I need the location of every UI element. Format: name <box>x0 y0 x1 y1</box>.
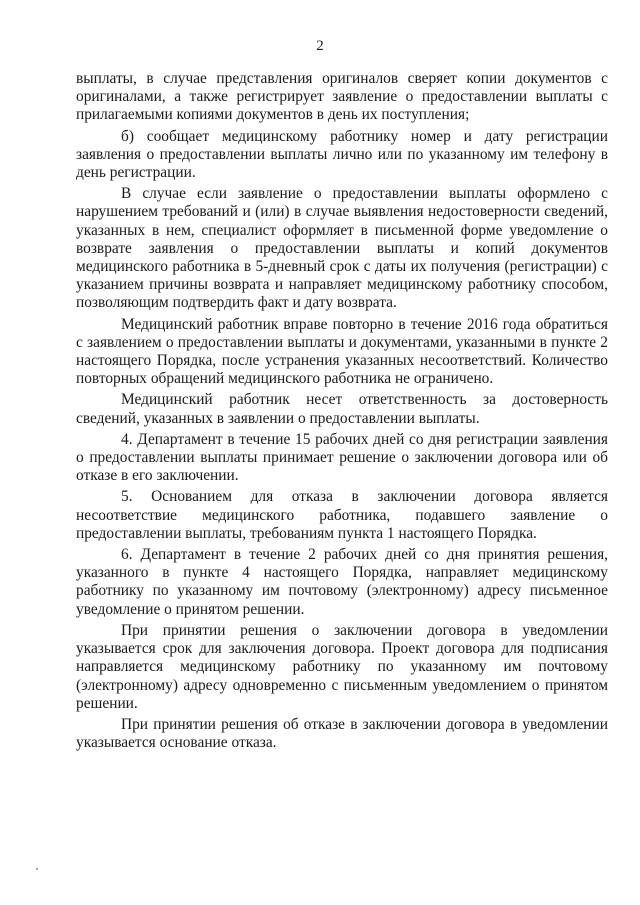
paragraph-contract-decision: При принятии решения о заключении договора в уведомлении указывается срок для заключения договора. Проект договора для подписания направляется медицинскому работнику по указанному им почтовому (электронному) адресу одновременно с письменным уведомлением о принятом решении. <box>76 621 608 712</box>
paragraph-clause-4: 4. Департамент в течение 15 рабочих дней со дня регистрации заявления о предоставлении выплаты принимает решение о заключении договора или об отказе в его заключении. <box>76 430 608 485</box>
document-body <box>76 70 608 755</box>
paragraph-return-notice: В случае если заявление о предоставлении выплаты оформлено с нарушением требований и (или) в случае выявления недостоверности сведений, указанных в нем, специалист оформляет в письменной форме уведомление о возврате заявления о предоставлении выплаты и копий документов медицинского работника в 5-дневный срок с даты их получения (регистрации) с указанием причины возврата и направляет медицинскому работнику способом, позволяющим подтвердить факт и дату возврата. <box>76 185 608 312</box>
scan-speck <box>36 868 38 870</box>
page-number: 2 <box>316 38 324 54</box>
paragraph-refusal-decision: При принятии решения об отказе в заключении договора в уведомлении указывается основание отказа. <box>76 715 608 752</box>
paragraph-responsibility: Медицинский работник несет ответственность за достоверность сведений, указанных в заявлении о предоставлении выплаты. <box>76 391 608 427</box>
paragraph-clause-6: 6. Департамент в течение 2 рабочих дней со дня принятия решения, указанного в пункте 4 настоящего Порядка, направляет медицинскому работнику по указанному им почтовому (электронному) адресу письменное уведомление о принятом решении. <box>76 546 608 618</box>
paragraph-repeat-application: Медицинский работник вправе повторно в течение 2016 года обратиться с заявлением о предоставлении выплаты и документами, указанными в пункте 2 настоящего Порядка, после устранения указанных несоответствий. Количество повторных обращений медицинского работника не ограничено. <box>76 315 608 388</box>
paragraph-item-b: б) сообщает медицинскому работнику номер и дату регистрации заявления о предоставлении выплаты лично или по указанному им телефону в день регистрации. <box>76 127 608 182</box>
paragraph-continuation: выплаты, в случае представления оригиналов сверяет копии документов с оригиналами, а также регистрирует заявление о предоставлении выплаты с прилагаемыми копиями документов в день их поступления; <box>76 70 608 124</box>
paragraph-clause-5: 5. Основанием для отказа в заключении договора является несоответствие медицинского работника, подавшего заявление о предоставлении выплаты, требованиям пункта 1 настоящего Порядка. <box>76 488 608 542</box>
